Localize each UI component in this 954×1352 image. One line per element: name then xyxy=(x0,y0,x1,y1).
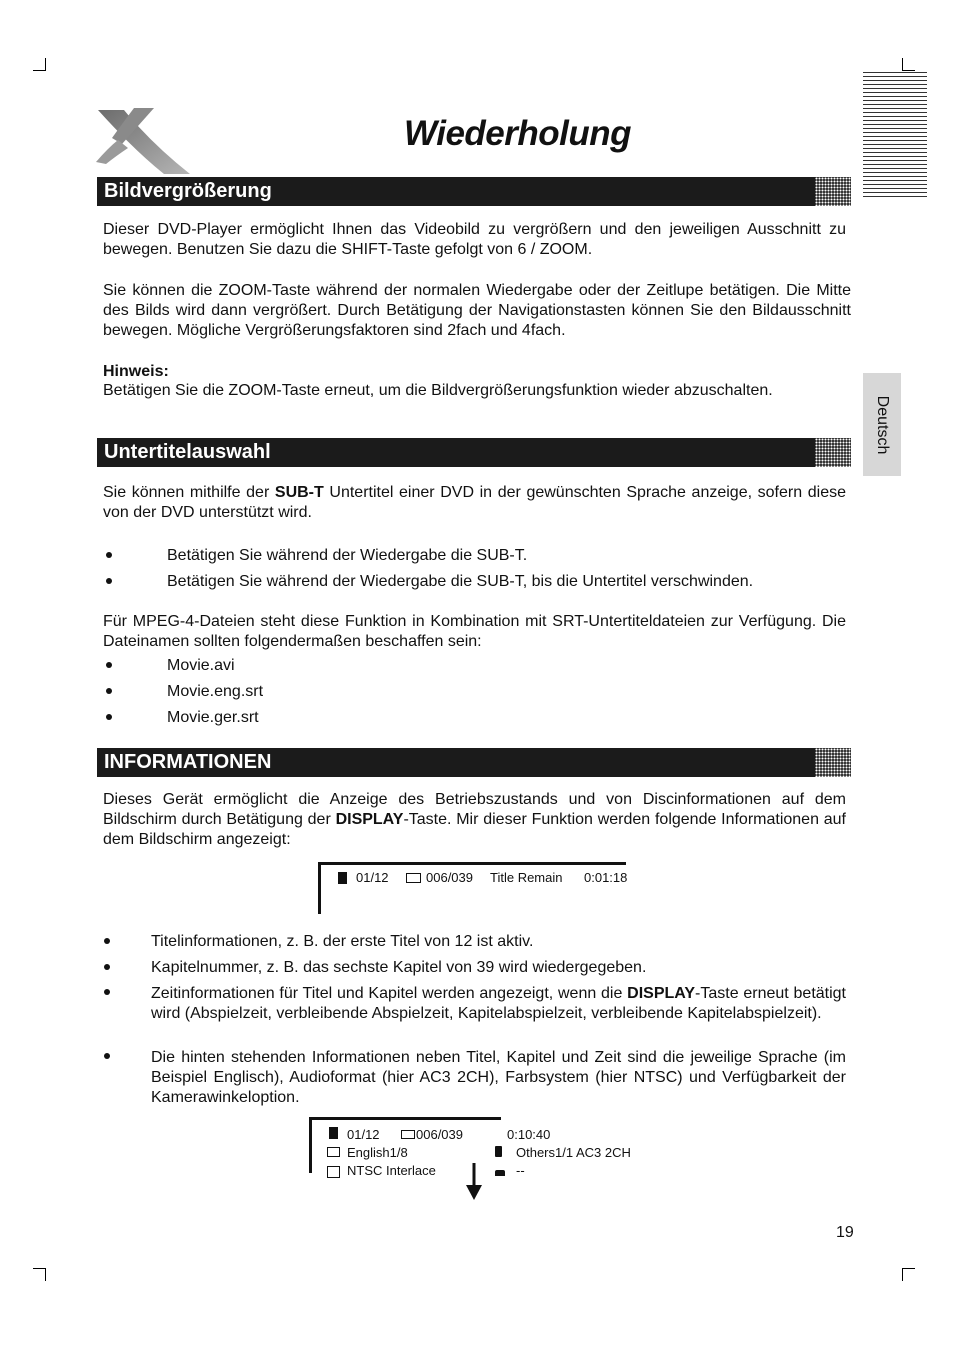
osd2-audio: Others1/1 AC3 2CH xyxy=(516,1145,631,1160)
chapter-icon xyxy=(406,873,421,883)
file-item-2: Movie.eng.srt xyxy=(167,683,264,700)
osd2-subtitle: English1/8 xyxy=(347,1145,408,1160)
bullet-dot xyxy=(104,964,110,970)
osd2-time: 0:10:40 xyxy=(507,1127,551,1142)
section-heading-bar-info xyxy=(97,748,851,777)
bullet-dot xyxy=(106,688,112,694)
section-heading-bar-subtitle xyxy=(97,438,851,467)
osd2-chapter: 006/039 xyxy=(416,1127,463,1142)
osd-frame-top xyxy=(309,1117,501,1120)
osd2-system: NTSC Interlace xyxy=(347,1163,436,1178)
bullet-dot xyxy=(106,552,112,558)
zoom-note-text: Betätigen Sie die ZOOM-Taste erneut, um die Bildvergrößerungsfunktion wieder abzuschalten. xyxy=(103,382,773,399)
subtitle-paragraph-1: Sie können mithilfe der SUB-T Untertitel einer DVD in der gewünschten Sprache anzeige, sofern diese von der DVD unterstützt wird. xyxy=(103,484,846,521)
info-bullet-2: Kapitelnummer, z. B. das sechste Kapitel von 39 wird wiedergegeben. xyxy=(151,959,647,976)
language-side-tab xyxy=(863,373,901,476)
bullet-dot xyxy=(106,662,112,668)
tv-system-icon xyxy=(327,1166,340,1178)
bullet-dot xyxy=(104,1053,110,1059)
language-side-tab-label: Deutsch xyxy=(874,395,891,455)
display-key: DISPLAY xyxy=(627,985,696,1002)
subtitle-bullet-2: Betätigen Sie während der Wiedergabe die SUB-T, bis die Untertitel verschwinden. xyxy=(167,573,754,590)
chapter-icon xyxy=(401,1130,415,1139)
decorative-stripes xyxy=(863,72,927,200)
info-bullet-4: Die hinten stehenden Informationen neben Titel, Kapitel und Zeit sind die jeweilige Sprache (im Beispiel Englisch), Audioformat (hier AC3 2CH), Farbsystem (hier NTSC) und Verfügbarkeit der Kamerawinkeloption. xyxy=(151,1049,846,1106)
bullet-dot xyxy=(106,714,112,720)
file-item-1: Movie.avi xyxy=(167,657,235,674)
page-number: 19 xyxy=(836,1224,854,1241)
subtitle-paragraph-2: Für MPEG-4-Dateien steht diese Funktion in Kombination mit SRT-Untertiteldateien zur Verfügung. Die Dateinamen sollten folgendermaßen beschaffen sein: xyxy=(103,613,846,650)
crop-mark-top-left xyxy=(33,58,46,71)
heading-dot-pattern xyxy=(815,748,851,777)
osd-frame-left xyxy=(309,1117,312,1173)
crop-mark-bottom-left xyxy=(33,1268,46,1281)
display-key: DISPLAY xyxy=(335,811,404,828)
zoom-note-label: Hinweis: xyxy=(103,363,169,380)
osd1-chapter: 006/039 xyxy=(426,870,473,885)
title-icon xyxy=(329,1127,338,1139)
osd-frame-top xyxy=(318,862,626,865)
down-arrow-icon xyxy=(465,1163,483,1201)
subtitle-icon xyxy=(327,1147,340,1157)
heading-dot-pattern xyxy=(815,177,851,206)
osd1-label: Title Remain xyxy=(490,870,563,885)
info-paragraph-1: Dieses Gerät ermöglicht die Anzeige des Betriebszustands und von Discinformationen auf dem Bildschirm durch Betätigung der DISPLAY-Taste. Mir dieser Funktion werden folgende Informationen auf dem Bildschirm angezeigt: xyxy=(103,791,846,848)
brand-logo-icon xyxy=(94,104,194,176)
osd-frame-left xyxy=(318,862,321,914)
osd-display-2 xyxy=(309,1117,659,1201)
zoom-paragraph-1: Dieser DVD-Player ermöglicht Ihnen das Videobild zu vergrößern und den jeweiligen Ausschnitt zu bewegen. Benutzen Sie dazu die SHIFT-Taste gefolgt von 6 / ZOOM. xyxy=(103,221,846,258)
bullet-dot xyxy=(104,938,110,944)
section-heading-subtitle: Untertitelauswahl xyxy=(104,441,271,463)
section-heading-info: INFORMATIONEN xyxy=(104,751,272,773)
crop-mark-bottom-right xyxy=(902,1268,915,1281)
sub-t-key: SUB-T xyxy=(274,484,324,501)
bullet-dot xyxy=(106,578,112,584)
osd-display-1 xyxy=(318,862,626,914)
camera-angle-icon xyxy=(495,1170,505,1176)
osd2-angle: -- xyxy=(516,1163,525,1178)
osd1-time: 0:01:18 xyxy=(584,870,628,885)
page-title: Wiederholung xyxy=(404,114,632,153)
bullet-dot xyxy=(104,989,110,995)
audio-icon xyxy=(495,1146,502,1157)
zoom-paragraph-2: Sie können die ZOOM-Taste während der normalen Wiedergabe oder der Zeitlupe betätigen. Die Mitte des Bilds wird dann vergrößert. Durch Betätigung der Navigationstasten können Sie den Bildausschnitt bewegen. Mögliche Vergrößerungsfaktoren sind 2fach und 4fach. xyxy=(103,282,851,339)
info-bullet-1: Titelinformationen, z. B. der erste Titel von 12 ist aktiv. xyxy=(151,933,534,950)
heading-dot-pattern xyxy=(815,438,851,467)
crop-mark-top-right xyxy=(902,58,915,71)
file-item-3: Movie.ger.srt xyxy=(167,709,259,726)
osd2-title: 01/12 xyxy=(347,1127,380,1142)
info-bullet-3: Zeitinformationen für Titel und Kapitel werden angezeigt, wenn die DISPLAY-Taste erneut betätigt wird (Abspielzeit, verbleibende Abspielzeit, Kapitelabspielzeit, verbleibende Kapitelabspielzeit). xyxy=(151,985,847,1022)
section-heading-bar-zoom xyxy=(97,177,851,206)
section-heading-zoom: Bildvergrößerung xyxy=(104,180,272,202)
osd1-title: 01/12 xyxy=(356,870,389,885)
subtitle-bullet-1: Betätigen Sie während der Wiedergabe die SUB-T. xyxy=(167,547,528,564)
title-icon xyxy=(338,872,347,884)
